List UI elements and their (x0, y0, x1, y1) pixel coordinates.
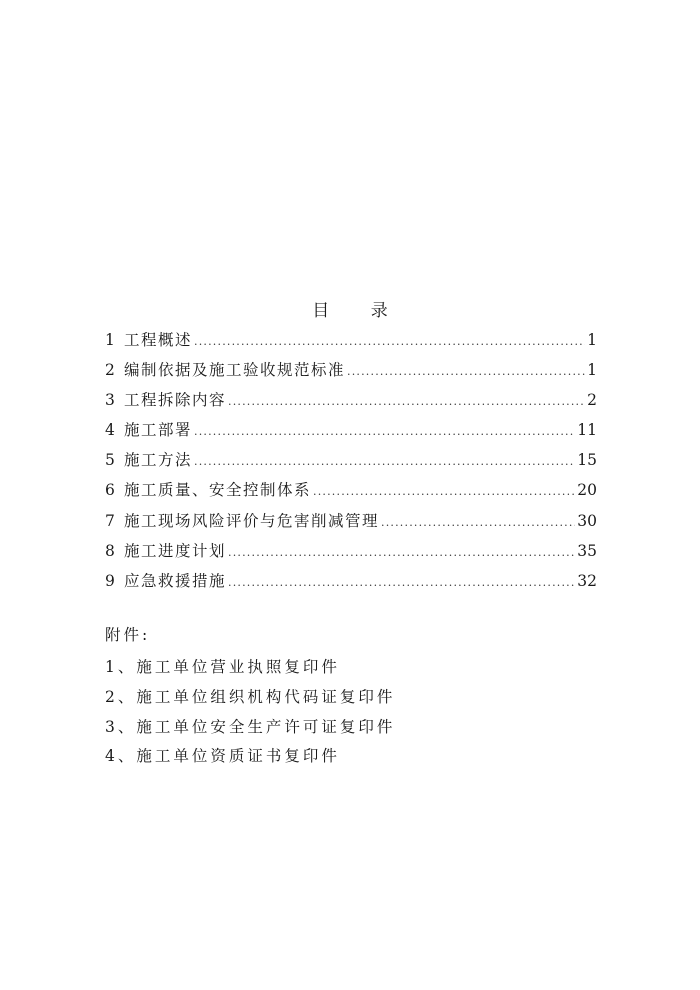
toc-entry-page: 30 (577, 511, 597, 530)
toc-entry-number: 3 (105, 391, 115, 410)
toc-entry (105, 385, 597, 415)
toc-entry-number: 5 (105, 451, 115, 470)
toc-dot-leader (381, 508, 575, 538)
toc-entry-page: 15 (577, 451, 597, 470)
attachment-item: 2、施工单位组织机构代码证复印件 (105, 687, 396, 706)
toc-entry-page: 1 (587, 331, 597, 349)
toc-entry-label: 编制依据及施工验收规范标准 (124, 361, 346, 380)
toc-entry (105, 445, 597, 475)
toc-entry-label: 施工质量、安全控制体系 (124, 481, 312, 500)
table-of-contents (105, 325, 597, 596)
toc-entry-page: 35 (577, 541, 597, 560)
toc-entry-page: 32 (577, 571, 597, 590)
toc-dot-leader (194, 327, 585, 357)
toc-entry-page: 2 (587, 391, 597, 410)
toc-entry-label: 应急救援措施 (124, 571, 227, 590)
attachment-item: 4、施工单位资质证书复印件 (105, 747, 340, 766)
toc-entry (105, 415, 597, 445)
toc-dot-leader (194, 447, 575, 477)
toc-entry-number: 2 (105, 361, 115, 380)
toc-entry (105, 355, 597, 385)
toc-entry-label: 施工进度计划 (124, 541, 227, 560)
attachment-item: 3、施工单位安全生产许可证复印件 (105, 717, 396, 736)
toc-entry-label: 工程概述 (124, 331, 193, 349)
toc-entry (105, 325, 597, 355)
attachments-heading: 附件: (105, 626, 151, 644)
toc-entry-number: 8 (105, 541, 115, 560)
toc-entry-page: 11 (577, 421, 597, 440)
toc-dot-leader (228, 538, 575, 568)
toc-dot-leader (313, 477, 575, 507)
toc-entry (105, 566, 597, 596)
toc-entry-number: 1 (105, 331, 115, 349)
toc-entry-label: 施工现场风险评价与危害削减管理 (124, 511, 380, 530)
toc-entry (105, 536, 597, 566)
toc-dot-leader (228, 387, 585, 417)
toc-entry-number: 6 (105, 481, 115, 500)
toc-entry-number: 7 (105, 511, 115, 530)
toc-entry-label: 工程拆除内容 (124, 391, 227, 410)
attachment-item: 1、施工单位营业执照复印件 (105, 658, 340, 676)
toc-entry-page: 20 (577, 481, 597, 500)
toc-entry-page: 1 (587, 361, 597, 380)
toc-entry-label: 施工部署 (124, 421, 193, 440)
toc-entry-number: 4 (105, 421, 115, 440)
toc-dot-leader (228, 568, 575, 598)
toc-entry (105, 506, 597, 536)
toc-entry (105, 475, 597, 505)
toc-dot-leader (347, 357, 585, 387)
toc-entry-number: 9 (105, 571, 115, 590)
toc-dot-leader (194, 417, 575, 447)
attachments-list (105, 652, 395, 771)
toc-title: 目 录 (312, 301, 406, 321)
toc-entry-label: 施工方法 (124, 451, 193, 470)
